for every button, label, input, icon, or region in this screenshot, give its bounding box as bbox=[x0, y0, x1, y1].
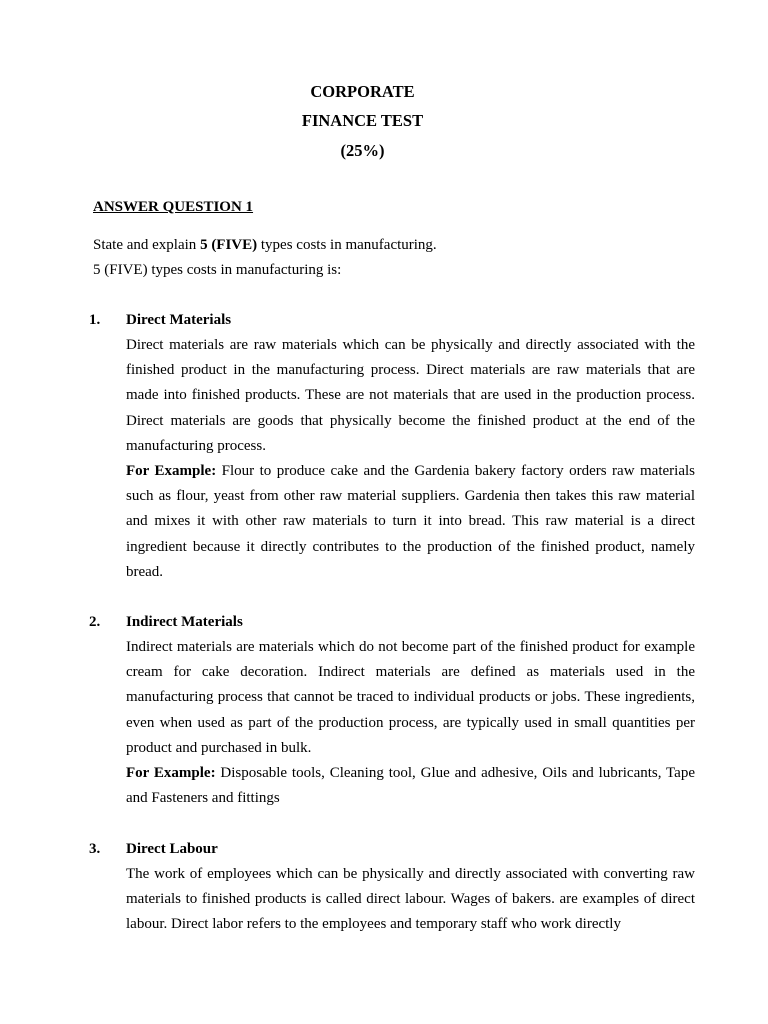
section-number: 3. bbox=[89, 841, 101, 857]
section-example bbox=[126, 761, 695, 811]
question-heading: ANSWER QUESTION 1 bbox=[93, 199, 254, 215]
intro-line-2: 5 (FIVE) types costs in manufacturing is: bbox=[93, 262, 342, 278]
section-number: 2. bbox=[89, 614, 101, 630]
section-direct-labour bbox=[89, 837, 695, 938]
intro-line-1 bbox=[93, 235, 437, 255]
intro-suffix: types costs in manufacturing. bbox=[257, 237, 437, 253]
section-example bbox=[126, 459, 695, 585]
title-line-3: (25%) bbox=[340, 141, 385, 160]
example-text: Disposable tools, Cleaning tool, Glue and adhesive, Oils and lubricants, Tape and Fasteners and fittings bbox=[126, 765, 695, 807]
section-number: 1. bbox=[89, 312, 101, 328]
intro-prefix: State and explain bbox=[93, 237, 201, 253]
section-indirect-materials bbox=[89, 610, 695, 811]
example-label: For Example: bbox=[126, 463, 217, 480]
section-body: Direct materials are raw materials which can be physically and directly associated with the finished product in the manufacturing process. Direct materials are raw materials that are made into finished products. These are not materials that are used in the production process. Direct materials are goods that physically become the finished product at the end of the manufacturing process. bbox=[126, 337, 695, 454]
section-header bbox=[89, 837, 695, 862]
section-title: Direct Labour bbox=[126, 841, 218, 857]
section-title: Direct Materials bbox=[126, 312, 232, 328]
section-header bbox=[89, 308, 695, 333]
section-direct-materials bbox=[89, 308, 695, 585]
section-header bbox=[89, 610, 695, 635]
example-label: For Example: bbox=[126, 765, 216, 782]
section-body: Indirect materials are materials which do not become part of the finished product for example cream for cake decoration. Indirect materials are defined as materials used in the manufacturing process that cannot be traced to individual products or jobs. These ingredients, even when used as part of the production process, are typically used in small quantities per product and purchased in bulk. bbox=[126, 639, 695, 756]
example-text: Flour to produce cake and the Gardenia bakery factory orders raw materials such as flour, yeast from other raw material suppliers. Gardenia then takes this raw material and mixes it with other raw materials to turn it into bread. This raw material is a direct ingredient because it directly contributes to the production of the finished product, namely bread. bbox=[126, 463, 695, 580]
title-line-2: FINANCE TEST bbox=[301, 111, 424, 130]
section-title: Indirect Materials bbox=[126, 614, 243, 630]
section-body: The work of employees which can be physically and directly associated with converting raw materials to finished products is called direct labour. Wages of bakers. are examples of direct labour. Direct labor refers to the employees and temporary staff who work directly bbox=[126, 866, 695, 933]
intro-bold: 5 (FIVE) bbox=[200, 237, 258, 253]
title-line-1: CORPORATE bbox=[310, 82, 415, 101]
